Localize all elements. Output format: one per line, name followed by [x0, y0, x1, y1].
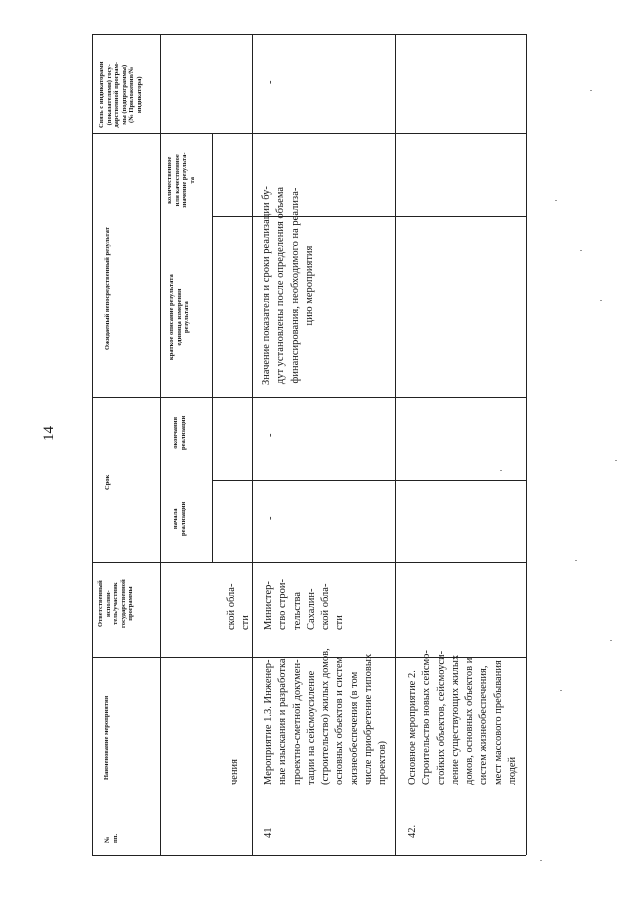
term-split-line — [212, 480, 526, 481]
header-term-end-line: реализации — [179, 415, 187, 450]
scan-speck — [590, 90, 592, 91]
table-vline-3 — [395, 34, 396, 855]
header-result-value — [166, 153, 196, 209]
header-result: Ожидаемый непосредственный результат — [104, 227, 111, 350]
header-term-start-line: начала — [172, 508, 179, 530]
table-vline-4 — [526, 34, 527, 855]
header-link-line: (показателями) госу- — [105, 64, 113, 126]
row41-num: 41 — [263, 827, 274, 838]
row41-result-line: цию мероприятия — [303, 245, 315, 326]
row41-name-line: жизнеобеспечения (в том — [348, 671, 360, 785]
row42-name-line: Строительство новых сейсмо- — [421, 650, 433, 785]
header-responsible-line: Ответственный — [97, 580, 104, 627]
row41-name-line: проектов) — [377, 740, 389, 785]
row41-name — [262, 648, 391, 785]
row41-name-line: числе приобретение типовых — [363, 653, 375, 785]
row42-name-line: систем жизнеобеспечения, — [478, 665, 490, 785]
scan-speck — [500, 470, 502, 471]
row41-name-line: основных объектов и систем — [334, 656, 346, 785]
header-link-line: мы (подпрограммы) — [120, 64, 128, 125]
scan-speck — [610, 640, 612, 641]
row0-name — [228, 759, 242, 785]
table-hline-2 — [92, 397, 526, 398]
scan-speck — [600, 300, 602, 301]
scan-speck — [555, 200, 557, 201]
row42-name — [406, 650, 520, 785]
row41-result — [260, 186, 317, 385]
row41-result-line: дут установлены после определения объема — [275, 186, 287, 385]
header-responsible-line: исполни- — [104, 590, 112, 618]
header-term-start-line: реализации — [179, 501, 187, 536]
table-hline-1 — [92, 133, 526, 134]
row41-responsible-line: ской обла- — [320, 583, 332, 630]
row41-name-line: тации на сейсмоусиление — [305, 670, 317, 785]
page-number: 14 — [41, 426, 57, 441]
scan-speck — [580, 250, 582, 251]
row41-link: - — [265, 80, 276, 84]
header-term-end-line: окончания — [172, 416, 179, 449]
header-num-line: пп. — [111, 833, 119, 843]
table-vline-2 — [252, 34, 253, 855]
row0-responsible-line: сти — [240, 615, 252, 630]
table-vline-1 — [160, 34, 161, 855]
header-result-value-line: количественное — [166, 156, 173, 204]
header-responsible-line: программы — [127, 586, 134, 621]
header-result-value-line: значение результа- — [181, 152, 188, 208]
header-result-desc-line: результата — [183, 301, 190, 333]
row41-start: - — [265, 516, 276, 520]
header-responsible-line: тель/участник — [112, 582, 119, 625]
header-term-end — [172, 416, 187, 450]
header-link-line: дарственной програм- — [113, 61, 120, 128]
header-responsible-line: государственной — [119, 579, 127, 628]
row41-name-line: ные изыскания и разработка — [277, 658, 289, 785]
row41-name-line: Мероприятие 1.3. Инженер- — [263, 659, 274, 785]
scan-speck — [560, 690, 562, 691]
row41-responsible-line: сти — [334, 615, 346, 630]
header-result-desc — [168, 274, 191, 360]
row0-name-line: чения — [229, 758, 240, 785]
header-term: Срок — [104, 474, 111, 490]
table-vline-0 — [92, 34, 93, 855]
row41-responsible-line: тельства — [291, 591, 303, 630]
row41-responsible-line: ство строи- — [277, 578, 289, 630]
row41-responsible — [262, 579, 348, 630]
row41-name-line: (строительство) жилых домов, — [320, 648, 332, 785]
row41-end: - — [265, 433, 276, 437]
row0-responsible — [225, 584, 254, 630]
row41-responsible-line: Министер- — [263, 581, 274, 630]
header-responsible — [97, 579, 135, 628]
header-result-desc-line: единица измерения — [175, 288, 183, 346]
scan-speck — [575, 560, 577, 561]
header-result-value-line: та — [188, 176, 196, 184]
row42-num: 42. — [407, 824, 418, 838]
header-num-line: № — [104, 836, 111, 843]
header-link-line: Связь с индикаторами — [98, 61, 105, 128]
header-link — [98, 62, 143, 128]
row42-name-line: стойких объектов, сейсмоуси- — [435, 650, 447, 785]
header-result-value-line: или качественное — [173, 154, 181, 207]
row42-name-line: Основное мероприятие 2. — [407, 670, 418, 785]
row0-responsible-line: ской обла- — [226, 583, 237, 630]
subheader-vline — [212, 133, 213, 562]
row41-result-line: Значение показателя и сроки реализации бу- — [261, 186, 272, 385]
header-link-line: (№ Приложения/№ — [128, 66, 135, 123]
row42-name-line: ление существующих жилых — [449, 654, 461, 785]
row41-responsible-line: Сахалин- — [305, 588, 317, 630]
row41-result-line: финансирования, необходимого на реализа- — [289, 187, 301, 384]
header-link-line: индикатора) — [135, 76, 143, 114]
header-term-start — [172, 502, 187, 536]
table-hline-5 — [92, 855, 526, 856]
scan-speck — [540, 860, 542, 861]
row41-name-line: проектно-сметной докумен- — [291, 659, 303, 785]
row42-name-line: домов, основных объектов и — [464, 657, 476, 785]
header-name: Наименование мероприятия — [103, 695, 110, 780]
table-hline-0 — [92, 34, 526, 35]
row42-name-line: людей — [507, 756, 519, 785]
header-result-desc-line: краткое описание результата — [168, 274, 175, 360]
header-num — [104, 834, 119, 843]
row42-name-line: мест массового пребывания — [492, 660, 504, 785]
table-hline-3 — [92, 562, 526, 563]
scan-speck — [615, 460, 617, 461]
